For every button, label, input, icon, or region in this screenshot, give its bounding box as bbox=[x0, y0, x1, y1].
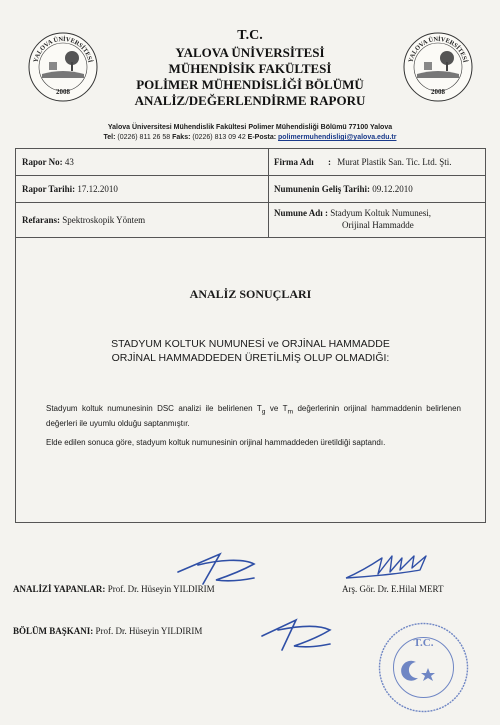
referans bbox=[22, 203, 145, 237]
para1-text-b: değerlerinin orijinal hammaddenin belirlenen değerleri ile uyumlu olduğu saptanmıştır. bbox=[46, 404, 462, 428]
referans-label: Refarans: bbox=[22, 215, 60, 225]
numune-value-1: Stadyum Koltuk Numunesi, bbox=[330, 208, 432, 218]
referans-value: Spektroskopik Yöntem bbox=[62, 215, 146, 225]
para1-text-a: Stadyum koltuk numunesinin DSC analizi ile belirlenen T bbox=[46, 404, 262, 413]
second-analyst: Arş. Gör. Dr. E.Hilal MERT bbox=[342, 584, 444, 594]
rapor-no-value: 43 bbox=[64, 157, 74, 167]
para1-text-ve: ve T bbox=[265, 404, 288, 413]
fax-value: (0226) 813 09 42 bbox=[192, 134, 246, 141]
logo-year: 2008 bbox=[431, 88, 445, 96]
analizi-yapanlar bbox=[13, 584, 215, 594]
analizi-yapanlar-value: Prof. Dr. Hüseyin YILDIRIM bbox=[107, 584, 215, 594]
header-report-title: ANALİZ/DEĞERLENDİRME RAPORU bbox=[134, 93, 366, 108]
para1-sub-g: g bbox=[261, 408, 266, 416]
subject-line-2: ORJİNAL HAMMADDEDEN ÜRETİLMİŞ OLUP OLMADIĞI: bbox=[111, 352, 390, 364]
logo-year: 2008 bbox=[56, 88, 70, 96]
header-address: Yalova Üniversitesi Mühendislik Fakültesi Polimer Mühendisliği Bölümü 77100 Yalova bbox=[107, 124, 393, 131]
firma-value: Murat Plastik San. Tic. Ltd. Şti. bbox=[337, 157, 452, 167]
bolum-baskani bbox=[13, 626, 202, 636]
signature-2 bbox=[340, 548, 440, 584]
rapor-tarihi bbox=[22, 176, 118, 202]
email-label: E-Posta: bbox=[247, 134, 277, 141]
rapor-no-label: Rapor No: bbox=[22, 157, 63, 167]
gelis-label: Numunenin Geliş Tarihi: bbox=[274, 184, 371, 194]
signature-3 bbox=[250, 610, 340, 656]
numune bbox=[274, 207, 431, 241]
email-link[interactable]: polimermuhendisligi@yalova.edu.tr bbox=[278, 134, 397, 141]
section-title: ANALİZ SONUÇLARI bbox=[189, 287, 312, 301]
bolum-baskani-label: BÖLÜM BAŞKANI: bbox=[13, 626, 94, 636]
firma-label: Firma Adı bbox=[274, 157, 314, 167]
info-row-1 bbox=[16, 149, 485, 176]
header-tc: T.C. bbox=[237, 28, 263, 43]
firma-sep: : bbox=[328, 157, 331, 167]
info-row-2 bbox=[16, 176, 485, 203]
numune-label: Numune Adı : bbox=[274, 208, 329, 218]
logo-arc-text: YALOVA ÜNİVERSİTESİ bbox=[407, 35, 469, 64]
stamp-tc: T.C. bbox=[413, 637, 434, 649]
department-stamp bbox=[376, 620, 471, 715]
tel-value: (0226) 811 26 58 bbox=[117, 134, 171, 141]
rapor-tarihi-label: Rapor Tarihi: bbox=[22, 184, 76, 194]
logo-arc-text: YALOVA ÜNİVERSİTESİ bbox=[32, 35, 94, 64]
paragraph-2: Elde edilen sonuca göre, stadyum koltuk numunesinin orijinal hammaddeden üretildiği saptandı. bbox=[46, 438, 386, 447]
analizi-yapanlar-label: ANALİZİ YAPANLAR: bbox=[13, 584, 106, 594]
header-university: YALOVA ÜNİVERSİTESİ bbox=[175, 45, 325, 60]
para1-sub-m: m bbox=[287, 408, 294, 416]
numune-value-2: Orijinal Hammadde bbox=[342, 220, 414, 230]
rapor-no bbox=[22, 149, 74, 175]
subject-line-1: STADYUM KOLTUK NUMUNESİ ve ORJİNAL HAMMADDE bbox=[111, 338, 390, 350]
rapor-tarihi-value: 17.12.2010 bbox=[77, 184, 118, 194]
gelis-value: 09.12.2010 bbox=[372, 184, 413, 194]
header-contact bbox=[0, 134, 500, 141]
firma bbox=[274, 149, 452, 175]
paragraph-1 bbox=[46, 403, 461, 429]
header-department: POLİMER MÜHENDİSLİĞİ BÖLÜMÜ bbox=[136, 77, 364, 92]
report-frame bbox=[15, 148, 486, 523]
bolum-baskani-value: Prof. Dr. Hüseyin YILDIRIM bbox=[95, 626, 203, 636]
header-faculty: MÜHENDİSİK FAKÜLTESİ bbox=[168, 61, 332, 76]
tel-label: Tel: bbox=[103, 134, 116, 141]
gelis-tarihi bbox=[274, 176, 413, 202]
fax-label: Faks: bbox=[172, 134, 191, 141]
info-row-3 bbox=[16, 203, 485, 238]
